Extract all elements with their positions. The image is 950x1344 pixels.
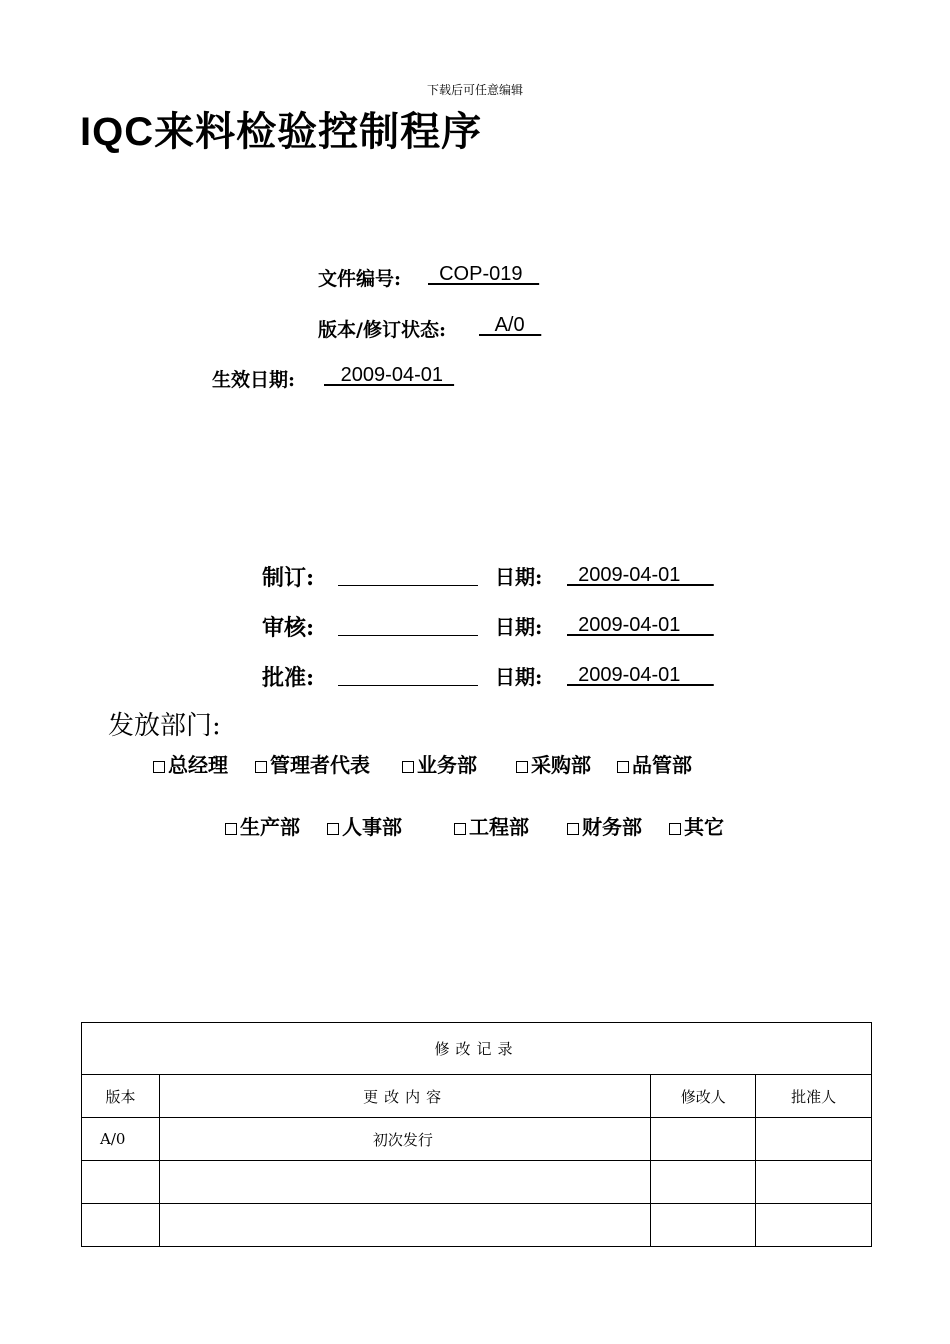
checkbox-icon[interactable] [255,761,267,773]
table-title-row [82,1023,872,1075]
doc-number-value: COP-019 [428,263,540,285]
dept-checkbox-engineering[interactable]: 工程部 [454,811,529,840]
header-modifier: 修改人 [651,1075,756,1118]
header-version: 版本 [82,1075,160,1118]
cell-version: A/0 [82,1118,160,1161]
cell-change-content [159,1161,650,1204]
signature-line [338,635,478,636]
cell-change-content [159,1204,650,1247]
dept-checkbox-general-manager[interactable]: 总经理 [153,749,228,778]
header-change-content: 更改内容 [159,1075,650,1118]
document-title: IQC来料检验控制程序 [80,110,483,154]
date-label: 日期: [495,565,543,589]
table-row [82,1118,872,1161]
date-value: 2009-04-01 [567,664,714,686]
cell-modifier [651,1161,756,1204]
cell-approver [756,1161,872,1204]
cell-modifier [651,1118,756,1161]
checkbox-icon[interactable] [516,761,528,773]
header-note: 下载后可任意编辑 [427,83,524,97]
cell-version [82,1161,160,1204]
revision-table [81,1022,872,1247]
dept-checkbox-finance[interactable]: 财务部 [567,811,642,840]
cell-version [82,1204,160,1247]
table-row [82,1161,872,1204]
checkbox-icon[interactable] [617,761,629,773]
approve-label: 批准: [262,665,315,691]
dept-checkbox-production[interactable]: 生产部 [225,811,300,840]
cell-approver [756,1118,872,1161]
checkbox-icon[interactable] [567,823,579,835]
checkbox-icon[interactable] [454,823,466,835]
effective-date-value: 2009-04-01 [324,364,455,386]
table-header-row [82,1075,872,1118]
dept-checkbox-purchasing[interactable]: 采购部 [516,749,591,778]
distribution-title: 发放部门: [108,711,221,741]
dept-checkbox-hr[interactable]: 人事部 [327,811,402,840]
table-row [82,1204,872,1247]
revision-table-title: 修改记录 [82,1023,872,1075]
effective-date-label: 生效日期: [212,369,296,391]
checkbox-icon[interactable] [669,823,681,835]
dept-checkbox-sales[interactable]: 业务部 [402,749,477,778]
checkbox-icon[interactable] [225,823,237,835]
drafted-label: 制订: [262,565,315,591]
header-approver: 批准人 [756,1075,872,1118]
dept-checkbox-other[interactable]: 其它 [669,811,724,840]
dept-checkbox-management-rep[interactable]: 管理者代表 [255,749,370,778]
review-label: 审核: [262,615,315,641]
dept-checkbox-quality[interactable]: 品管部 [617,749,692,778]
cell-approver [756,1204,872,1247]
checkbox-icon[interactable] [153,761,165,773]
date-value: 2009-04-01 [567,564,714,586]
cell-change-content: 初次发行 [159,1118,650,1161]
signature-line [338,585,478,586]
date-label: 日期: [495,665,543,689]
checkbox-icon[interactable] [327,823,339,835]
version-label: 版本/修订状态: [318,319,446,341]
date-label: 日期: [495,615,543,639]
doc-number-label: 文件编号: [318,268,402,290]
version-value: A/0 [479,314,542,336]
date-value: 2009-04-01 [567,614,714,636]
cell-modifier [651,1204,756,1247]
checkbox-icon[interactable] [402,761,414,773]
signature-line [338,685,478,686]
